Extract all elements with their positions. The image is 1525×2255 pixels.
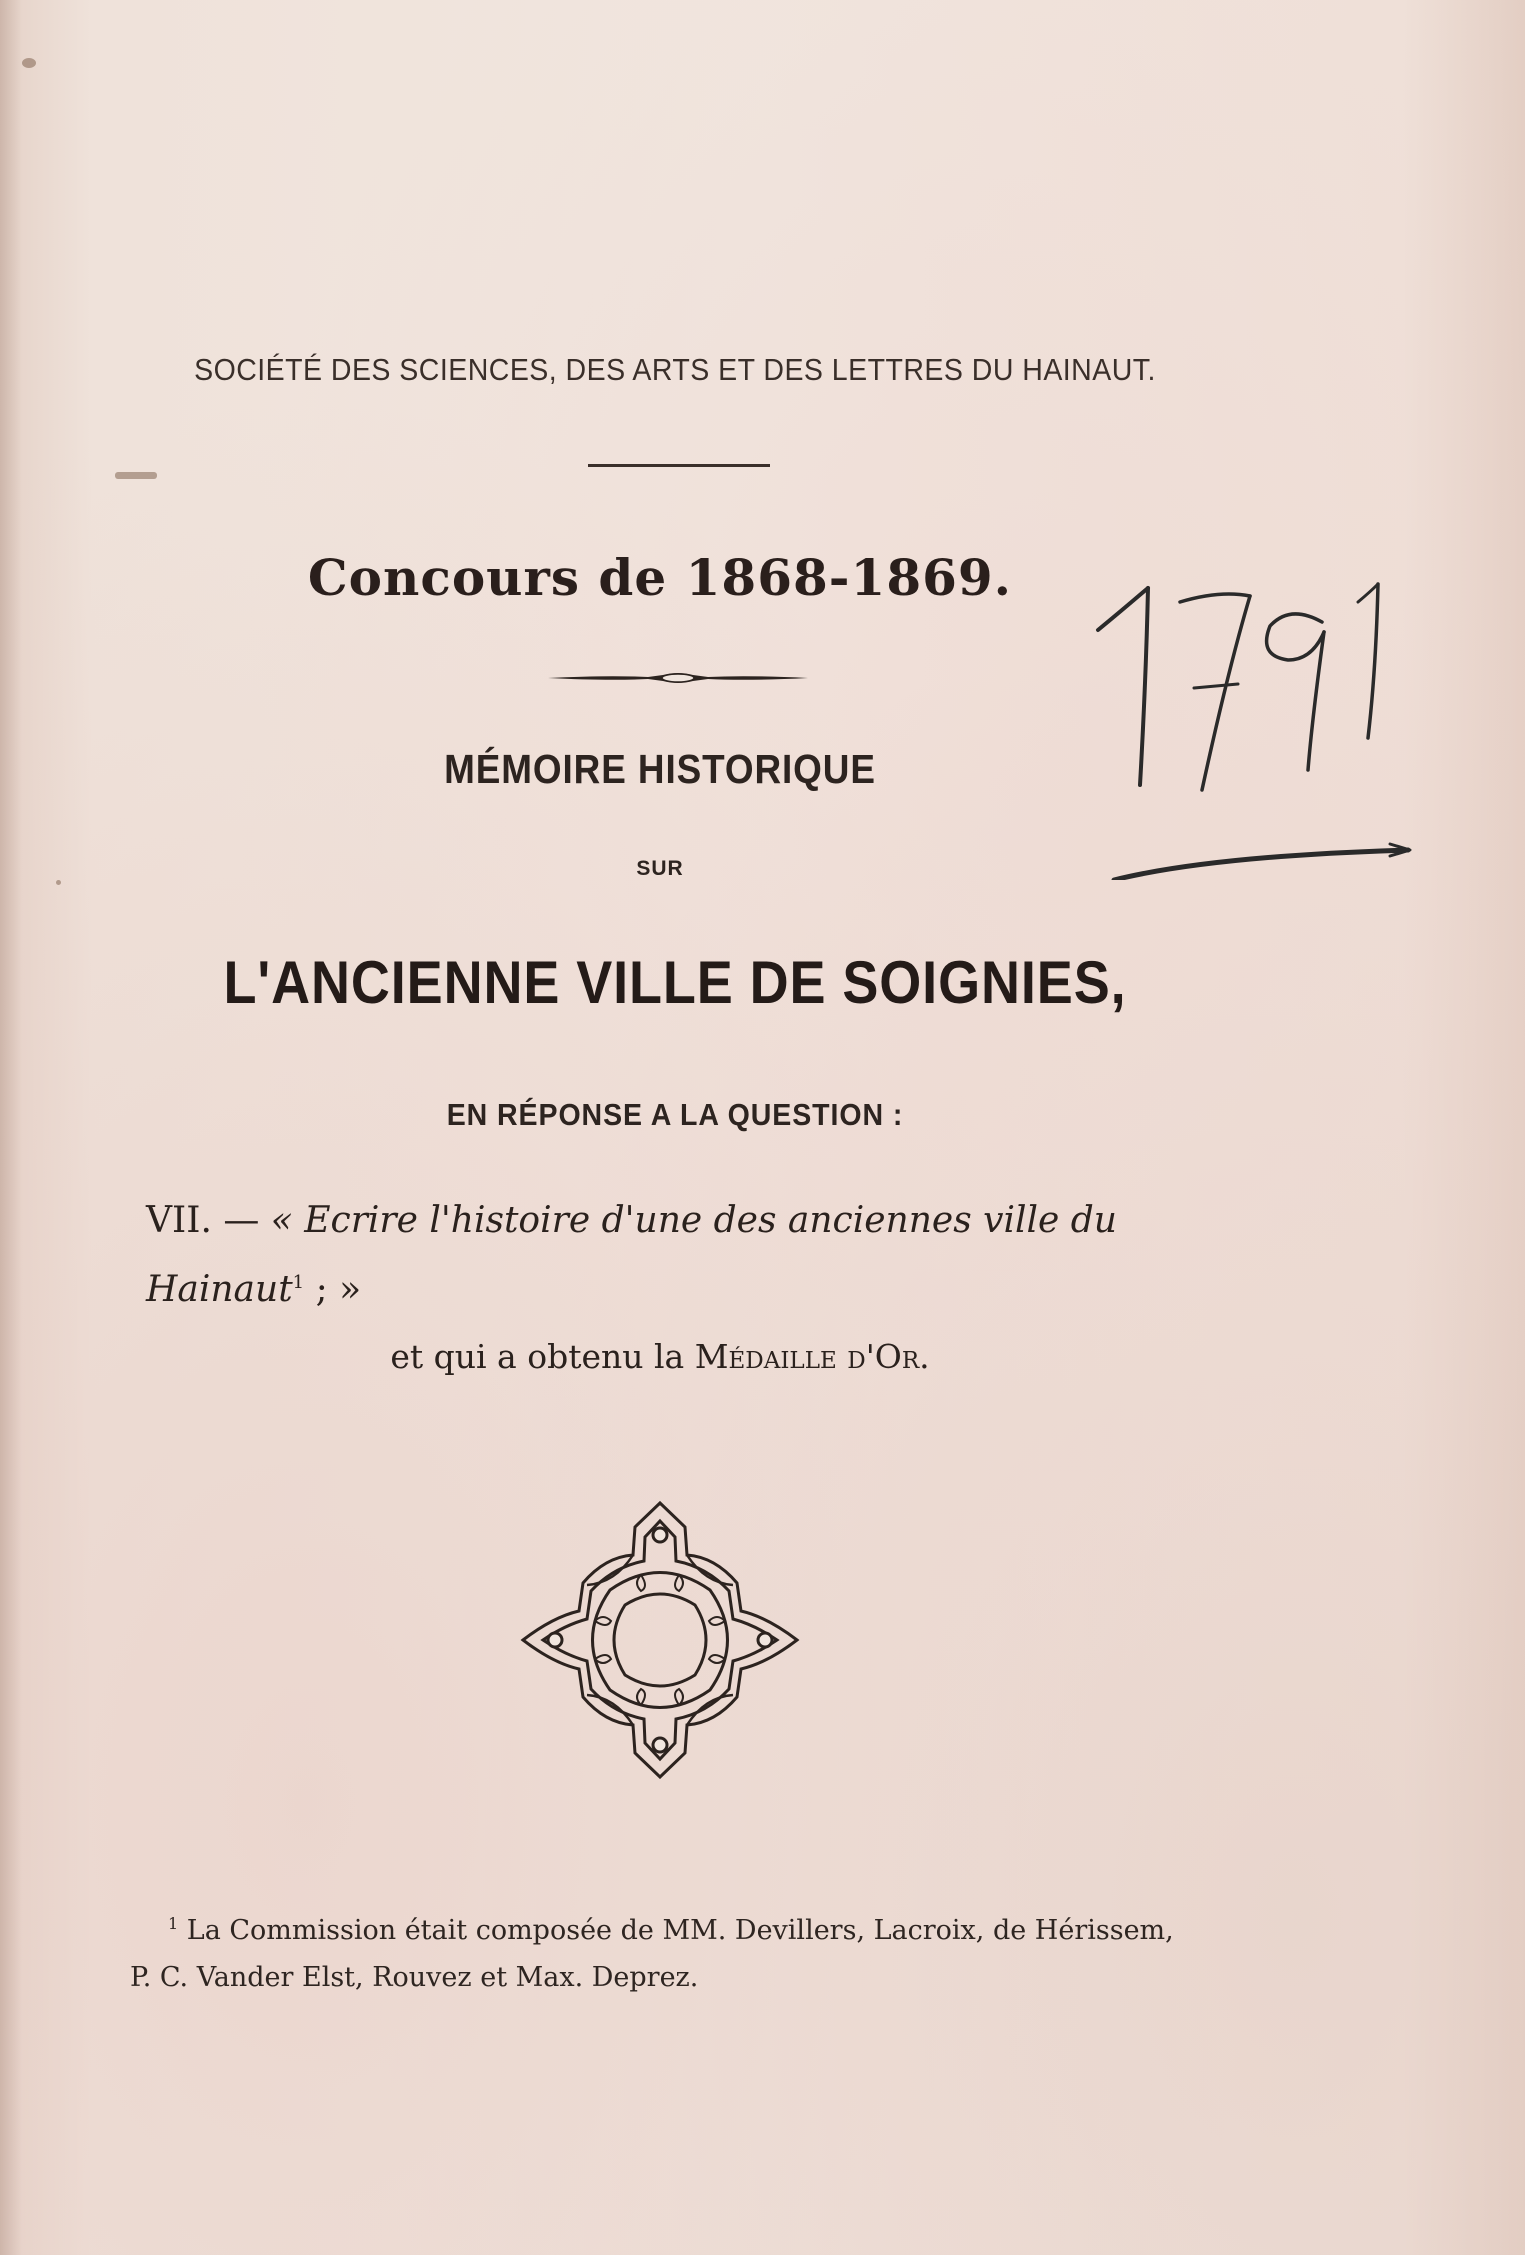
question-text [146, 1190, 1206, 1321]
separator-rule [588, 464, 770, 467]
main-title: L'ANCIENNE VILLE DE SOIGNIES, [223, 949, 1127, 1016]
society-heading: SOCIÉTÉ DES SCIENCES, DES ARTS ET DES LETTRES DU HAINAUT. [194, 352, 1156, 387]
page-edge-shadow [0, 0, 22, 2255]
ornamental-rule-icon [548, 666, 808, 690]
medaille-pre: et qui a obtenu la [390, 1337, 695, 1376]
memoire-title: MÉMOIRE HISTORIQUE [444, 746, 876, 792]
paper-stain [22, 58, 36, 68]
reponse-heading: EN RÉPONSE A LA QUESTION : [446, 1097, 904, 1132]
footnote-line1: La Commission était composée de MM. Devillers, Lacroix, de Hérissem, [178, 1915, 1174, 1946]
paper-stain [115, 472, 157, 479]
footnote [130, 1900, 1210, 2001]
handwritten-number-annotation [1090, 560, 1430, 880]
footnote-line2: P. C. Vander Elst, Rouvez et Max. Deprez. [130, 1962, 699, 1993]
question-number: VII. — [146, 1200, 260, 1241]
medaille-end: . [919, 1337, 930, 1376]
sur-label: SUR [636, 857, 684, 880]
medaille-emph: Médaille d'Or [694, 1337, 920, 1376]
footnote-ref: 1 [168, 1914, 179, 1933]
question-note-ref: 1 [292, 1272, 305, 1293]
question-line2: Hainaut [146, 1269, 293, 1310]
ornamental-emblem-icon [515, 1495, 805, 1785]
concours-title: Concours de 1868-1869. [307, 548, 1013, 607]
question-end: ; » [304, 1269, 362, 1310]
question-line1: « Ecrire l'histoire d'une des anciennes ville du [270, 1200, 1117, 1241]
medaille-line [0, 1337, 1320, 1376]
